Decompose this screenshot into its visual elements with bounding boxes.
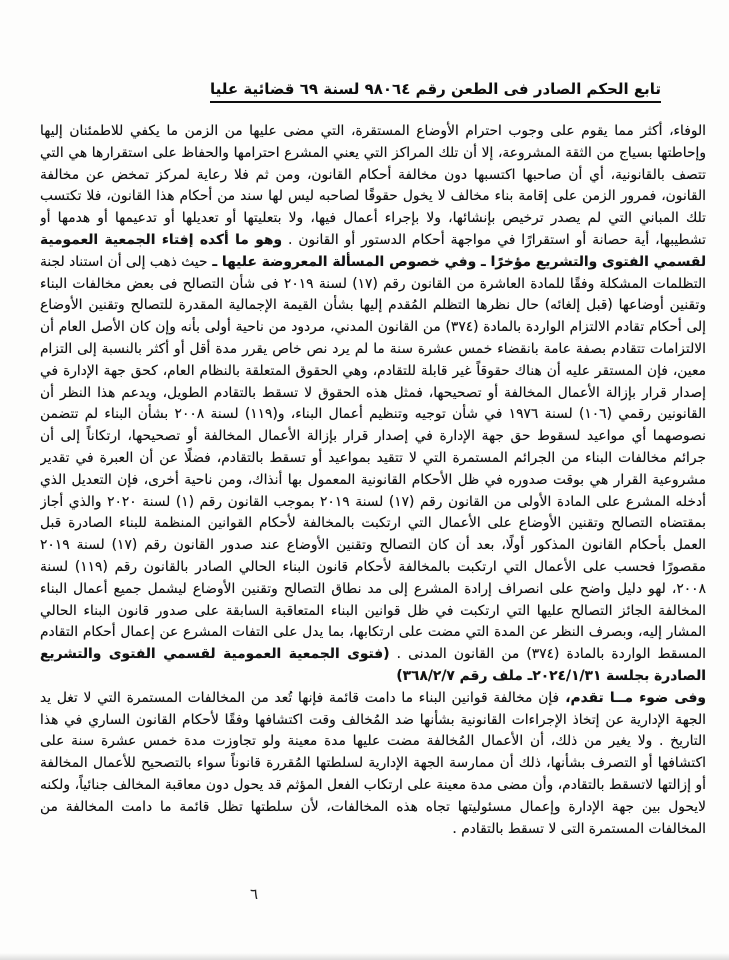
scan-artifact [0, 953, 729, 960]
paragraph-1-segment-bold-2: (فتوى الجمعية العمومية لقسمي الفتوى والتشريع الصادرة بجلسة ٢٠٢٤/١/٣١ـ ملف رقم ٣٦٨/٢/٧) [40, 646, 706, 684]
paragraph-1-segment-bold-1: وهو ما أكده إفتاء الجمعية العمومية لقسمي الفتوى والتشريع مؤخرًا ـ وفي خصوص المسألة المعروضة عليها ـ [40, 231, 706, 270]
paragraph-1-segment-regular-2: حيث ذهب إلى أن استناد لجنة التظلمات المشكلة وفقًا للمادة العاشرة من القانون رقم (١٧) لسنة ٢٠١٩ فى شأن التصالح فى بعض مخالفات البناء وتقنين أوضاعها (قبل إلغائه) حال نظرها التظلم المُقدم إليها بشأن القيمة الإجمالية المقدرة للتصالح وتقنين الأوضاع إلى أحكام تقادم الالتزام الواردة بالمادة (٣٧٤) من القانون المدني، مردود من ناحية أولى بأنه وإن كان الأصل العام أن الالتزامات تتقادم بصفة عامة بانقضاء خمس عشرة سنة ما لم يرد نص خاص يقرر مدة أقل أو أكثر بالنسبة إلى التزام معين، فإن المستقر عليه أن هناك حقوقاً غير قابلة للتقادم، وهي الحقوق المتعلقة بالنظام العام، كحق جهة الإدارة في إصدار قرار بإزالة الأعمال المخالفة أو تصحيحها، فمثل هذه الحقوق لا تسقط بالتقادم الطويل، ويدعم هذا النظر أن القانونين رقمي (١٠٦) لسنة ١٩٧٦ في شأن توجيه وتنظيم أعمال البناء، و(١١٩) لسنة ٢٠٠٨ بشأن البناء لم تتضمن نصوصهما أي مواعيد لسقوط حق جهة الإدارة في إصدار قرار بإزالة الأعمال المخالفة أو تصحيحها، ارتكاناً إلى أن جرائم مخالفات البناء من الجرائم المستمرة التي لا تتقيد بمواعيد أو تسقط بالتقادم، فضلًا عن أن العبرة في تقدير مشروعية القرار هي بوقت صدوره في ظل الأحكام القانونية المعمول بها أنذاك، ومن ناحية أخرى، فإن التعديل الذي أدخله المشرع على المادة الأولى من القانون رقم (١٧) لسنة ٢٠١٩ بموجب القانون رقم (١) لسنة ٢٠٢٠ والذي أجاز بمقتضاه التصالح وتقنين الأوضاع على الأعمال التي ارتكبت بالمخالفة لأحكام القوانين المنظمة للبناء الصادرة قبل العمل بأحكام القانون المذكور أولًا، بعد أن كان التصالح وتقنين الأوضاع عند صدور القانون رقم (١٧) لسنة ٢٠١٩ مقصورًا فحسب على الأعمال التي ارتكبت بالمخالفة لأحكام قانون البناء الحالي الصادر بالقانون رقم (١١٩) لسنة ٢٠٠٨، لهو دليل واضح على انصراف إرادة المشرع إلى مد نطاق التصالح وتقنين الأوضاع ليشمل جميع أعمال البناء المخالفة الجائز التصالح عليها التي ارتكبت في ظل قوانين البناء المتعاقبة السابقة على صدور قانون البناء الحالي المشار إليه، وبصرف النظر عن المدة التي مضت على ارتكابها، بما يدل على التفات المشرع عن إعمال أحكام التقادم المسقط الواردة بالمادة (٣٧٤) من القانون المدنى . [40, 253, 706, 663]
page-header [40, 79, 661, 103]
paragraph-1-segment-regular-1: الوفاء، أكثر مما يقوم على وجوب احترام الأوضاع المستقرة، التي مضى عليها من الزمن ما يكفي للاطمئنان إليها وإحاطتها بسياج من الثقة المشروعة، إلا أن تلك المراكز التي يعني المشرع احترامها والحفاظ على استقرارها هي التي تتصف بالقانونية، أي أن صاحبها اكتسبها دون مخالفة أحكام القانون، ومن ثم فلا رعاية لمركز تمخض عن مخالفة القانون، فمرور الزمن على إقامة بناء مخالف لا يخول حقوقًا لصاحبه ليس لها سند من أحكام هذا القانون، فلا تكتسب تلك المباني التي لم يصدر ترخيص بإنشائها، ولا بإجراء أعمال فيها، ولا بتعليتها أو تعديلها أو تدعيمها أو هدمها أو تشطيبها، أية حصانة أو استقرارًا في مواجهة أحكام الدستور أو القانون . [40, 123, 706, 248]
judgment-body [40, 121, 706, 840]
paragraph-2-segment-bold-1: وفى ضوء مــا تقدم، [559, 689, 706, 706]
page-title: تابع الحكم الصادر فى الطعن رقم ٩٨٠٦٤ لسنة ٦٩ قضائية عليا [210, 80, 661, 103]
page-number: ٦ [250, 885, 259, 903]
paragraph-2-segment-regular-1: فإن مخالفة قوانين البناء ما دامت قائمة فإنها تُعد من المخالفات المستمرة التي لا تغل يد الجهة الإدارية عن إتخاذ الإجراءات القانونية بشأنها ضد المُخالف وقت اكتشافها وفقًا لأحكام القانون الساري في هذا التاريخ . ولا يغير من ذلك، أن الأعمال المُخالفة مضت عليها مدة معينة ولو تجاوزت مدة خمس عشرة سنة على اكتشافها أو التصرف بشأنها، ذلك أن ممارسة الجهة الإدارية لسلطتها المُقررة قانوناً سواء بالتصحيح للأعمال المخالفة أو إزالتها لاتسقط بالتقادم، وأن مضى مدة معينة على ارتكاب الفعل المؤثم قد يحول دون معاقبة المخالف جنائياً، ولكنه لايحول بين جهة الإدارة وإعمال مسئوليتها تجاه هذه المخالفات، لأن سلطتها تظل قائمة ما دامت المخالفة من المخالفات المستمرة التى لا تسقط بالتقادم . [40, 689, 706, 837]
judgment-paragraph-2 [40, 688, 706, 841]
judgment-paragraph-1 [40, 121, 706, 688]
